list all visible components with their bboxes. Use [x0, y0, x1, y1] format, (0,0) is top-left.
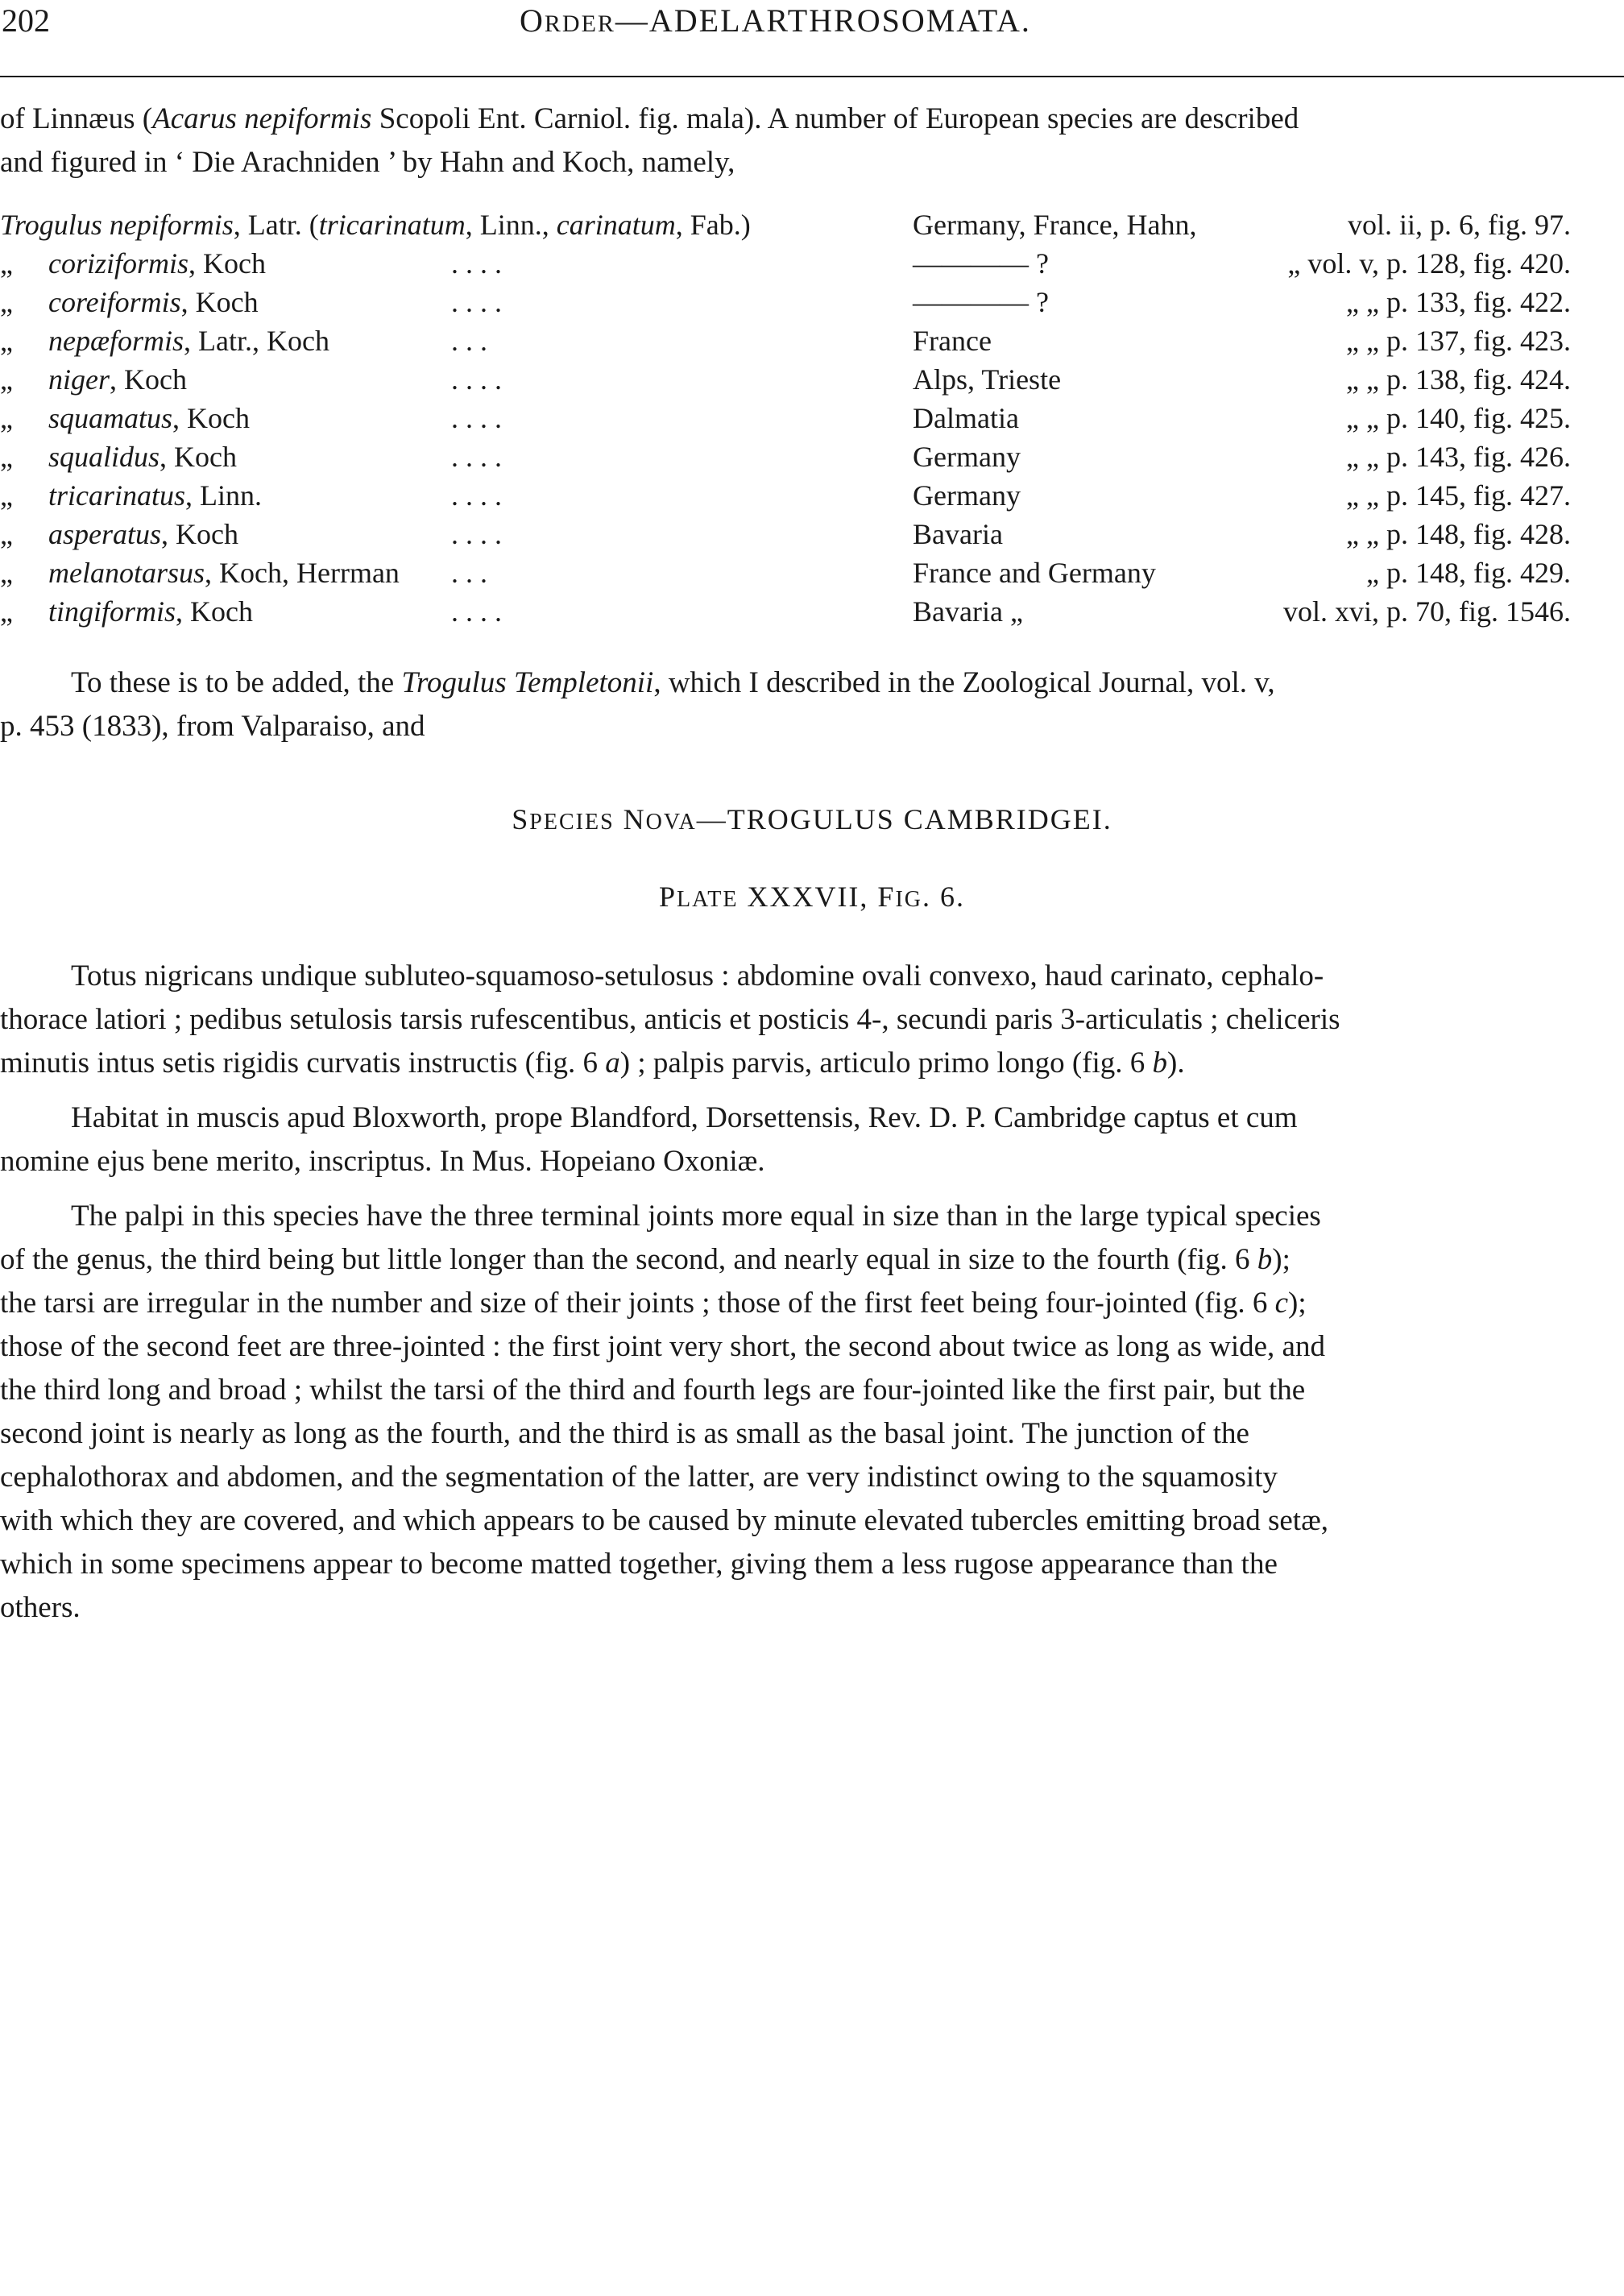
species-location: Alps, Trieste [913, 363, 1062, 396]
latin-text: minutis intus setis rigidis curvatis instructis (fig. 6 [0, 1046, 606, 1080]
habitat-line: nomine ejus bene merito, inscriptus. In Mus. Hopeiano Oxoniæ. [0, 1145, 765, 1178]
heading-rest: . 6. [922, 881, 965, 913]
species-name: tricarinatus [48, 479, 186, 512]
heading-smallcaps: OVA [645, 810, 697, 835]
running-title [520, 2, 1031, 39]
leader-dots: . . . [451, 557, 487, 589]
leader-dots: . . . . [451, 441, 502, 473]
leader-dots: . . . . [451, 247, 502, 280]
addition-text: To these is to be added, the [71, 666, 402, 699]
species-row [0, 285, 1611, 324]
description-line: those of the second feet are three-jointed : the first joint very short, the second about twice as long as wide, and [0, 1330, 1325, 1363]
species-reference: „ „ p. 140, fig. 425. [1346, 402, 1571, 434]
species-author: , Latr., Koch [184, 325, 329, 357]
figure-letter: b [1257, 1243, 1273, 1276]
description-line [0, 1242, 1290, 1277]
header-rule [0, 76, 1624, 77]
species-name-cell [48, 324, 329, 358]
species-row [0, 324, 1611, 363]
latin-text: ) ; palpis parvis, articulo primo longo (fig. 6 [619, 1046, 1153, 1080]
species-location: Germany, France, Hahn, [913, 209, 1197, 241]
heading-initial: N [614, 803, 646, 835]
species-row [0, 440, 1611, 479]
description-line: the third long and broad ; whilst the tarsi of the third and fourth legs are four-jointed like the first pair, but the [0, 1374, 1306, 1407]
species-name: coreiformis [48, 286, 181, 318]
addition-line-1 [71, 665, 1275, 700]
ditto-prefix: „ [0, 402, 13, 434]
species-author: , Koch [188, 247, 267, 280]
species-name: asperatus [48, 518, 162, 550]
synonym-1: tricarinatum [318, 209, 466, 241]
species-nova-heading [0, 802, 1624, 836]
species-location: ———— ? [913, 286, 1049, 318]
species-name: squalidus [48, 441, 160, 473]
species-reference: „ „ p. 143, fig. 426. [1346, 441, 1571, 473]
leader-dots: . . . . [451, 286, 502, 318]
species-location: France and Germany [913, 557, 1156, 589]
synonym-author-1: , Linn., [465, 209, 557, 241]
intro-species-italic: Acarus nepiformis [152, 102, 372, 135]
species-author: , Koch, Herrman [205, 557, 400, 589]
leader-dots: . . . . [451, 363, 502, 396]
addition-line-2: p. 453 (1833), from Valparaiso, and [0, 710, 425, 743]
leader-dots: . . . [451, 325, 487, 357]
species-author: , Koch [160, 441, 238, 473]
species-name-cell [0, 208, 751, 242]
species-location: Germany [913, 441, 1021, 473]
species-author: , Koch [110, 363, 187, 396]
ditto-prefix: „ [0, 595, 13, 628]
description-line [0, 1286, 1307, 1320]
species-name-cell [48, 479, 262, 512]
species-name: melanotarsus [48, 557, 205, 589]
latin-line: Totus nigricans undique subluteo-squamoso-setulosus : abdomine ovali convexo, haud carinato, cephalo- [71, 959, 1324, 993]
species-location: Bavaria [913, 518, 1003, 550]
species-reference: „ vol. v, p. 128, fig. 420. [1287, 247, 1571, 280]
species-reference: „ „ p. 148, fig. 428. [1346, 518, 1571, 550]
figure-letter: c [1274, 1287, 1289, 1320]
ditto-prefix: „ [0, 557, 13, 589]
species-author: , Koch [161, 518, 238, 550]
description-line: with which they are covered, and which appears to be caused by minute elevated tubercles emitting broad setæ, [0, 1504, 1329, 1537]
addition-species-italic: Trogulus Templetonii [401, 666, 654, 699]
species-location: France [913, 325, 992, 357]
species-row [0, 247, 1611, 285]
latin-line: thorace latiori ; pedibus setulosis tarsis rufescentibus, anticis et posticis 4-, secundi paris 3-articulatis ; cheliceris [0, 1003, 1340, 1036]
species-name-cell [48, 595, 253, 628]
description-text: ); [1288, 1287, 1307, 1320]
species-reference: „ „ p. 133, fig. 422. [1346, 286, 1571, 318]
species-row [0, 479, 1611, 517]
species-name-cell [48, 247, 266, 280]
heading-initial: P [658, 881, 677, 913]
latin-text: ). [1167, 1046, 1185, 1080]
ditto-prefix: „ [0, 247, 13, 280]
species-row [0, 401, 1611, 440]
addition-text: , which I described in the Zoological Journal, vol. v, [653, 666, 1275, 699]
ditto-prefix: „ [0, 286, 13, 318]
figure-letter: b [1152, 1046, 1168, 1080]
description-line: cephalothorax and abdomen, and the segmentation of the latter, are very indistinct owing to the squamosity [0, 1461, 1278, 1494]
species-name-cell [48, 363, 187, 396]
species-author: , Koch [172, 402, 251, 434]
species-name-cell [48, 401, 250, 435]
running-title-initial: O [520, 2, 545, 39]
description-text: ); [1272, 1243, 1290, 1276]
habitat-line: Habitat in muscis apud Bloxworth, prope Blandford, Dorsettensis, Rev. D. P. Cambridge captus et cum [71, 1101, 1298, 1134]
heading-smallcaps: PECIES [529, 810, 615, 835]
species-reference: „ „ p. 137, fig. 423. [1346, 325, 1571, 357]
species-location: Bavaria „ [913, 595, 1023, 628]
species-name-cell [48, 440, 237, 474]
description-text: of the genus, the third being but little longer than the second, and nearly equal in size to the fourth (fig. 6 [0, 1243, 1257, 1276]
heading-rest: —TROGULUS CAMBRIDGEI. [696, 803, 1112, 835]
intro-text: Scopoli Ent. Carniol. fig. mala). A number of European species are described [371, 102, 1299, 135]
genus-prefix: Trogulus [0, 209, 102, 241]
species-location: Germany [913, 479, 1021, 512]
species-location: ———— ? [913, 247, 1049, 280]
species-reference: vol. xvi, p. 70, fig. 1546. [1283, 595, 1571, 628]
synonym-2: carinatum [556, 209, 676, 241]
intro-text: of Linnæus ( [0, 102, 153, 135]
latin-line [0, 1046, 1185, 1080]
figure-letter: a [605, 1046, 620, 1080]
ditto-prefix: „ [0, 441, 13, 473]
description-line: which in some specimens appear to become matted together, giving them a less rugose appearance than the [0, 1548, 1278, 1581]
species-reference: „ p. 148, fig. 429. [1366, 557, 1571, 589]
heading-smallcaps: IG [895, 887, 922, 912]
species-reference: „ „ p. 138, fig. 424. [1346, 363, 1571, 396]
species-name: nepiformis [109, 209, 234, 241]
heading-smallcaps: LATE [677, 887, 739, 912]
ditto-prefix: „ [0, 363, 13, 396]
heading-rest: XXXVII, F [738, 881, 896, 913]
species-name: tingiformis [48, 595, 176, 628]
ditto-prefix: „ [0, 325, 13, 357]
intro-line-1 [0, 102, 1299, 136]
species-name: nepæformis [48, 325, 184, 357]
species-name: coriziformis [48, 247, 189, 280]
description-text: the tarsi are irregular in the number and size of their joints ; those of the first feet being four-jointed (fig. 6 [0, 1287, 1275, 1320]
species-reference: „ „ p. 145, fig. 427. [1346, 479, 1571, 512]
species-author: , Koch [180, 286, 259, 318]
species-name: squamatus [48, 402, 173, 434]
species-row [0, 363, 1611, 401]
synonym-author-2: , Fab.) [675, 209, 751, 241]
description-line: second joint is nearly as long as the fourth, and the third is as small as the basal joint. The junction of the [0, 1417, 1249, 1450]
running-title-smallcaps: RDER [544, 10, 615, 37]
intro-line-2: and figured in ‘ Die Arachniden ’ by Hahn and Koch, namely, [0, 146, 735, 179]
species-author: , Koch [176, 595, 254, 628]
leader-dots: . . . . [451, 518, 502, 550]
leader-dots: . . . . [451, 402, 502, 434]
plate-heading [0, 880, 1624, 914]
ditto-prefix: „ [0, 479, 13, 512]
species-row [0, 556, 1611, 595]
page-number: 202 [2, 2, 50, 39]
species-name-cell [48, 517, 238, 551]
running-title-rest: —ADELARTHROSOMATA. [615, 2, 1031, 39]
leader-dots: . . . . [451, 595, 502, 628]
description-line: others. [0, 1591, 81, 1624]
species-reference: vol. ii, p. 6, fig. 97. [1348, 209, 1571, 241]
species-name-cell [48, 285, 259, 319]
species-author: , Linn. [185, 479, 263, 512]
species-location: Dalmatia [913, 402, 1019, 434]
species-row [0, 208, 1611, 247]
species-author: , Latr. ( [233, 209, 319, 241]
species-name: niger [48, 363, 110, 396]
ditto-prefix: „ [0, 518, 13, 550]
species-row [0, 517, 1611, 556]
description-line: The palpi in this species have the three terminal joints more equal in size than in the large typical species [71, 1200, 1321, 1233]
heading-initial: S [512, 803, 530, 835]
species-name-cell [48, 556, 400, 590]
species-row [0, 595, 1611, 633]
leader-dots: . . . . [451, 479, 502, 512]
